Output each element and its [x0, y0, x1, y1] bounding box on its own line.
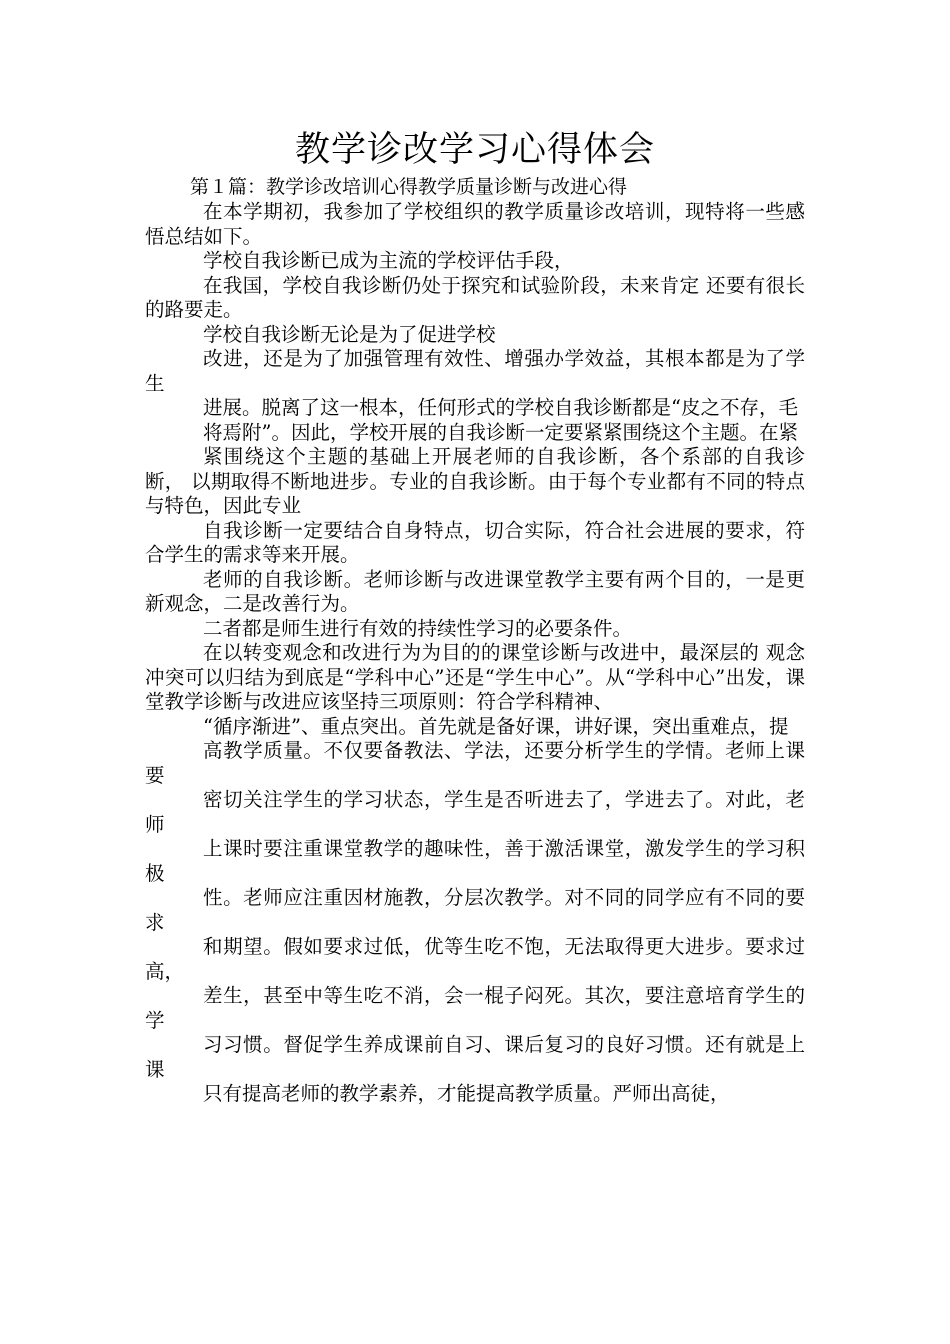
paragraph: 在以转变观念和改进行为为目的的课堂诊断与改进中，最深层的 观念冲突可以归结为到底是“学科中心”还是“学生中心”。从“学科中心”出发，课堂教学诊断与改进应该坚持三项原则：符合学科精神、: [145, 641, 805, 713]
paragraph: 在我国，学校自我诊断仍处于探究和试验阶段，未来肯定 还要有很长的路要走。: [145, 273, 805, 321]
paragraph: 二者都是师生进行有效的持续性学习的必要条件。: [203, 616, 633, 640]
paragraph: 高教学质量。不仅要备教法、学法，还要分析学生的学情。老师上课要: [145, 739, 805, 787]
paragraph: 老师的自我诊断。老师诊断与改进课堂教学主要有两个目的，一是更新观念，二是改善行为。: [145, 567, 805, 615]
paragraph: 在本学期初，我参加了学校组织的教学质量诊改培训，现特将一些感悟总结如下。: [145, 200, 805, 248]
paragraph: 将焉附”。因此，学校开展的自我诊断一定要紧紧围绕这个主题。在紧: [203, 420, 798, 444]
paragraph: 自我诊断一定要结合自身特点，切合实际，符合社会进展的要求，符合学生的需求等来开展。: [145, 518, 805, 566]
paragraph: “循序渐进”、重点突出。首先就是备好课，讲好课，突出重难点，提: [203, 714, 789, 738]
paragraph: 改进，还是为了加强管理有效性、增强办学效益，其根本都是为了学生: [145, 347, 805, 395]
paragraph: 进展。脱离了这一根本，任何形式的学校自我诊断都是“皮之不存，毛: [203, 396, 798, 419]
paragraph: 只有提高老师的教学素养，才能提高教学质量。严师出高徒，: [203, 1082, 730, 1105]
paragraph: 习习惯。督促学生养成课前自习、课后复习的良好习惯。还有就是上课: [145, 1033, 805, 1081]
paragraph: 差生，甚至中等生吃不消，会一棍子闷死。其次，要注意培育学生的学: [145, 984, 805, 1032]
paragraph: 学校自我诊断已成为主流的学校评估手段，: [203, 249, 574, 272]
document-subtitle: 第１篇：教学诊改培训心得教学质量诊断与改进心得: [190, 176, 628, 198]
paragraph: 性。老师应注重因材施教，分层次教学。对不同的同学应有不同的要求: [145, 886, 805, 934]
document-title: 教学诊改学习心得体会: [294, 130, 655, 170]
paragraph: 紧围绕这个主题的基础上开展老师的自我诊断，各个系部的自我诊断， 以期取得不断地进步。专业的自我诊断。由于每个专业都有不同的特点与特色，因此专业: [145, 445, 805, 517]
document-body: [145, 200, 805, 1107]
paragraph: 上课时要注重课堂教学的趣味性，善于激活课堂，激发学生的学习积极: [145, 837, 805, 885]
paragraph: 密切关注学生的学习状态，学生是否听进去了，学进去了。对此，老师: [145, 788, 805, 836]
paragraph: 学校自我诊断无论是为了促进学校: [203, 322, 496, 346]
paragraph: 和期望。假如要求过低，优等生吃不饱，无法取得更大进步。要求过高，: [145, 935, 805, 983]
